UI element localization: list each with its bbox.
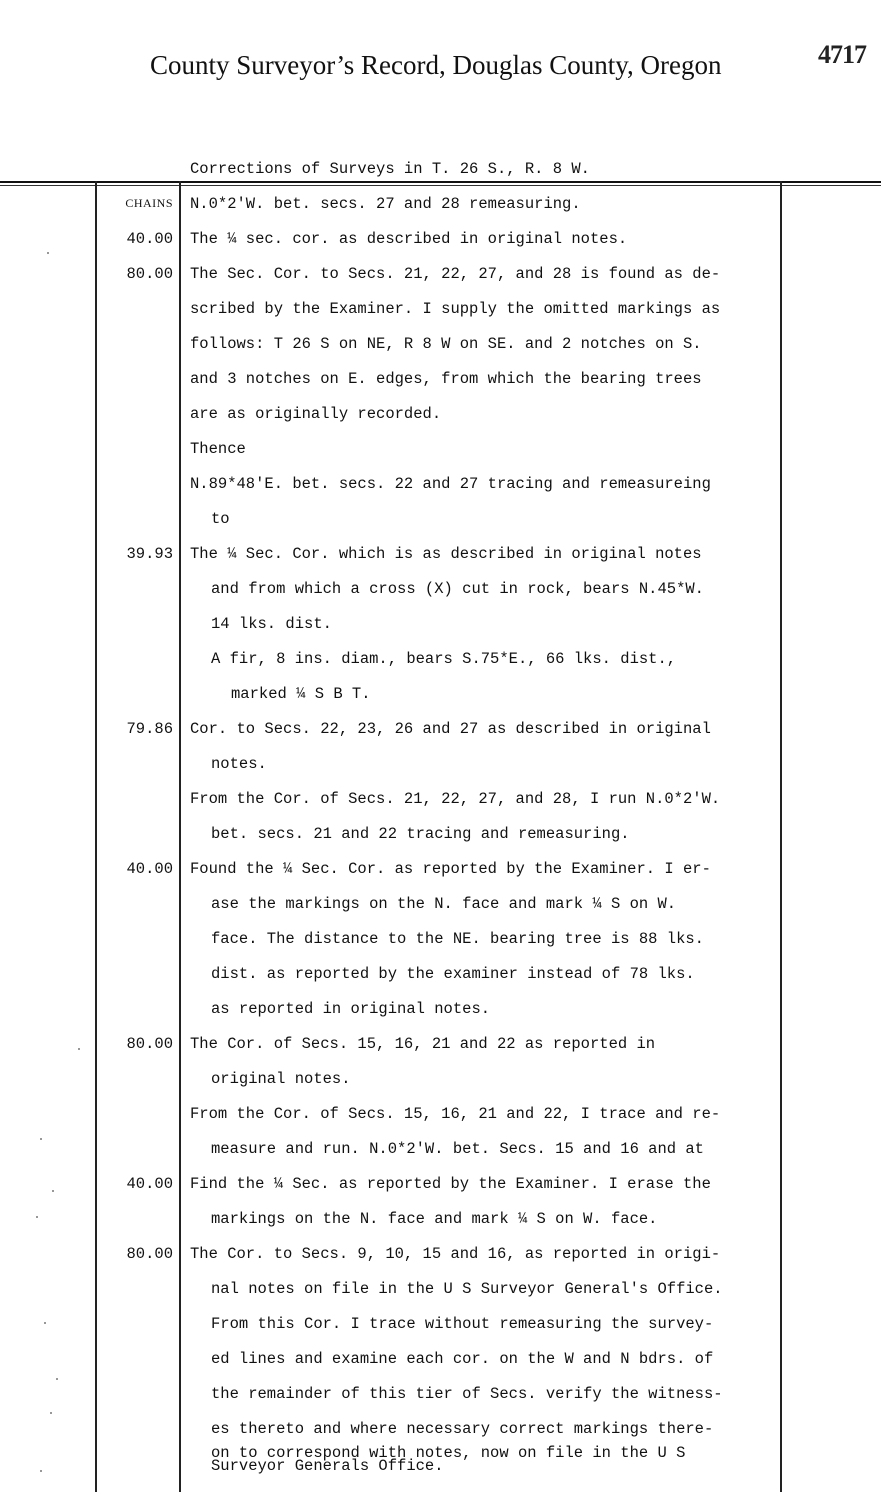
record-line: markings on the N. face and mark ¼ S on W. face. [211,1209,658,1228]
record-line: The Sec. Cor. to Secs. 21, 22, 27, and 28 is found as de- [190,264,721,283]
record-line: ase the markings on the N. face and mark ¼ S on W. [211,894,677,913]
record-row [95,1236,785,1271]
record-row [95,781,785,816]
record-subtitle: Corrections of Surveys in T. 26 S., R. 8 W. [190,160,590,178]
record-line: and 3 notches on E. edges, from which the bearing trees [190,369,702,388]
record-line: A fir, 8 ins. diam., bears S.75*E., 66 lks. dist., [211,649,677,668]
record-line: on to correspond with notes, now on file in the U S [211,1443,686,1462]
record-line: The ¼ sec. cor. as described in original notes. [190,229,628,248]
scan-speck [47,252,49,254]
record-row [95,991,785,1026]
record-line: are as originally recorded. [190,404,442,423]
record-row [95,1061,785,1096]
record-line: From the Cor. of Secs. 15, 16, 21 and 22, I trace and re- [190,1104,721,1123]
record-line: follows: T 26 S on NE, R 8 W on SE. and 2 notches on S. [190,334,702,353]
scan-speck [36,1216,38,1218]
chains-value: 80.00 [126,264,173,283]
record-line: Found the ¼ Sec. Cor. as reported by the Examiner. I er- [190,859,711,878]
record-row [95,1201,785,1236]
record-row [95,606,785,641]
record-row [95,431,785,466]
record-line: notes. [211,754,267,773]
record-row [95,361,785,396]
record-row [95,396,785,431]
page-title: County Surveyor’s Record, Douglas County, Oregon [150,50,722,80]
record-row [95,466,785,501]
chains-value: 40.00 [126,229,173,248]
chains-column-header: CHAINS [125,196,173,210]
chains-value: 40.00 [126,859,173,878]
record-row [95,536,785,571]
record-line: The Cor. to Secs. 9, 10, 15 and 16, as reported in origi- [190,1244,721,1263]
record-row [95,921,785,956]
record-line: marked ¼ S B T. [231,684,371,703]
record-row [95,1376,785,1411]
record-row [95,1271,785,1306]
record-row [95,221,785,256]
scan-speck [40,1138,42,1140]
record-row [95,746,785,781]
record-line: From this Cor. I trace without remeasuring the survey- [211,1314,714,1333]
record-row [95,711,785,746]
record-row [95,1411,785,1446]
record-row [95,816,785,851]
record-line: dist. as reported by the examiner instead of 78 lks. [211,964,695,983]
record-line: Surveyor Generals Office. [211,1456,444,1475]
record-line: to [211,509,230,528]
record-line: es thereto and where necessary correct markings there- [211,1419,714,1438]
record-row [95,326,785,361]
record-row [95,256,785,291]
scan-speck [50,1412,52,1414]
record-line: measure and run. N.0*2'W. bet. Secs. 15 and 16 and at [211,1139,704,1158]
scan-speck [52,1190,54,1192]
record-row [95,291,785,326]
record-row [95,501,785,536]
record-row [95,1131,785,1166]
record-row [95,1456,785,1475]
record-row [95,886,785,921]
page-number: 4717 [818,40,866,69]
record-row [95,676,785,711]
record-line: and from which a cross (X) cut in rock, bears N.45*W. [211,579,704,598]
record-line: Thence [190,439,246,458]
record-row [95,1341,785,1376]
record-line: ed lines and examine each cor. on the W and N bdrs. of [211,1349,714,1368]
record-row [95,641,785,676]
record-line: Find the ¼ Sec. as reported by the Examiner. I erase the [190,1174,711,1193]
scan-speck [40,1470,42,1472]
record-line: as reported in original notes. [211,999,491,1018]
record-line: The Cor. of Secs. 15, 16, 21 and 22 as reported in [190,1034,656,1053]
record-row [95,1306,785,1341]
chains-value: 80.00 [126,1034,173,1053]
record-row [95,571,785,606]
record-line: N.89*48'E. bet. secs. 22 and 27 tracing and remeasureing [190,474,711,493]
record-row [95,1096,785,1131]
table-header-row [95,186,785,221]
record-lines [95,221,785,1475]
record-line: The ¼ Sec. Cor. which is as described in original notes [190,544,702,563]
record-row [95,851,785,886]
record-line: 14 lks. dist. [211,614,332,633]
record-table [95,186,785,1475]
record-line: bet. secs. 21 and 22 tracing and remeasuring. [211,824,630,843]
record-line: From the Cor. of Secs. 21, 22, 27, and 28, I run N.0*2'W. [190,789,721,808]
record-line: scribed by the Examiner. I supply the omitted markings as [190,299,721,318]
chains-value: 80.00 [126,1244,173,1263]
scan-speck [78,1048,80,1050]
record-line: Cor. to Secs. 22, 23, 26 and 27 as described in original [190,719,711,738]
record-line: the remainder of this tier of Secs. verify the witness- [211,1384,723,1403]
record-row [95,956,785,991]
record-row [95,1166,785,1201]
record-line: nal notes on file in the U S Surveyor General's Office. [211,1279,723,1298]
header-rule [0,181,881,183]
chains-value: 79.86 [126,719,173,738]
record-line: original notes. [211,1069,351,1088]
scan-speck [44,1322,46,1324]
scan-speck [56,1378,58,1380]
chains-value: 40.00 [126,1174,173,1193]
record-line: face. The distance to the NE. bearing tree is 88 lks. [211,929,704,948]
chains-value: 39.93 [126,544,173,563]
record-line: N.0*2'W. bet. secs. 27 and 28 remeasuring. [190,194,581,213]
record-row [95,1026,785,1061]
